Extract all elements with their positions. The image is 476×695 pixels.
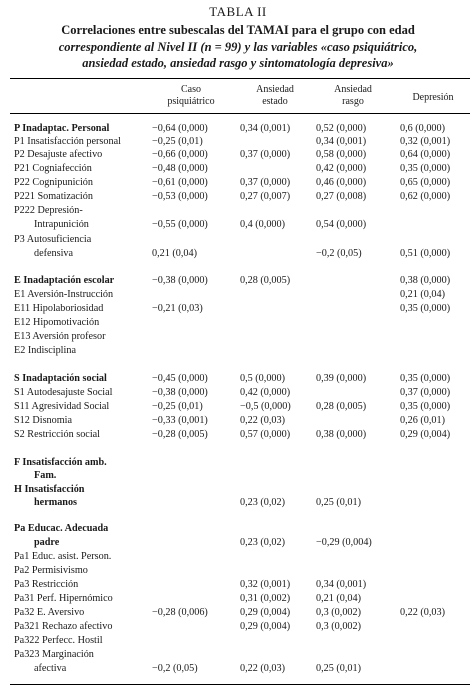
table-row: [0, 149, 476, 161]
row-label: E11 Hipolaboriosidad: [14, 303, 104, 314]
table-row: [0, 484, 476, 496]
table-cell: 0,4 (0,000): [240, 219, 285, 230]
table-cell: 0,37 (0,000): [400, 387, 451, 398]
caption-line-3: ansiedad estado, ansiedad rasgo y sintomatología depresiva»: [82, 56, 394, 70]
table-row: [0, 635, 476, 647]
table-row: [0, 275, 476, 287]
column-header-line: psiquiátrico: [167, 96, 215, 107]
table-cell: 0,29 (0,004): [240, 607, 291, 618]
table-cell: −0,66 (0,000): [152, 149, 208, 160]
table-cell: 0,51 (0,000): [400, 248, 451, 259]
column-header-line: Ansiedad: [256, 84, 294, 95]
row-label: F Insatisfacción amb.: [14, 457, 107, 468]
row-label: P222 Depresión-: [14, 205, 83, 216]
row-label: P Inadaptac. Personal: [14, 123, 110, 134]
row-label: P221 Somatización: [14, 191, 93, 202]
row-label: E12 Hipomotivación: [14, 317, 100, 328]
table-cell: 0,34 (0,001): [316, 136, 367, 147]
table-cell: 0,23 (0,02): [240, 497, 285, 508]
table-row: [0, 401, 476, 413]
column-header-line: Depresión: [412, 92, 454, 103]
table-row: [0, 136, 476, 148]
table-cell: 0,52 (0,000): [316, 123, 367, 134]
row-label: P21 Cogniafección: [14, 163, 92, 174]
table-row: [0, 191, 476, 203]
row-label: Pa3 Restricción: [14, 579, 79, 590]
table-row: [0, 607, 476, 619]
top-rule: [10, 78, 470, 79]
column-header-caso: [150, 84, 232, 108]
table-row: [0, 345, 476, 357]
table-cell: 0,35 (0,000): [400, 163, 451, 174]
row-label: P1 Insatisfacción personal: [14, 136, 121, 147]
table-cell: 0,25 (0,01): [316, 663, 361, 674]
row-label: hermanos: [34, 497, 78, 508]
table-cell: 0,37 (0,000): [240, 149, 291, 160]
row-label: Fam.: [34, 470, 57, 481]
bottom-rule: [10, 684, 470, 685]
table-cell: 0,57 (0,000): [240, 429, 291, 440]
table-cell: −0,21 (0,03): [152, 303, 203, 314]
table-row: [0, 373, 476, 385]
table-cell: −0,61 (0,000): [152, 177, 208, 188]
table-row: [0, 317, 476, 329]
table-row: [0, 248, 476, 260]
table-row: [0, 470, 476, 482]
table-cell: 0,27 (0,008): [316, 191, 367, 202]
table-cell: 0,5 (0,000): [240, 373, 285, 384]
table-cell: 0,25 (0,01): [316, 497, 361, 508]
table-cell: 0,46 (0,000): [316, 177, 367, 188]
table-cell: −0,55 (0,000): [152, 219, 208, 230]
row-label: Pa1 Educ. asist. Person.: [14, 551, 112, 562]
table-row: [0, 123, 476, 135]
table-cell: 0,22 (0,03): [400, 607, 445, 618]
table-cell: −0,28 (0,006): [152, 607, 208, 618]
table-cell: −0,5 (0,000): [240, 401, 291, 412]
table-cell: 0,31 (0,002): [240, 593, 291, 604]
table-cell: 0,21 (0,04): [316, 593, 361, 604]
table-cell: −0,53 (0,000): [152, 191, 208, 202]
row-label: S12 Disnomia: [14, 415, 73, 426]
table-cell: 0,21 (0,04): [152, 248, 197, 259]
row-label: padre: [34, 537, 60, 548]
table-cell: 0,38 (0,000): [316, 429, 367, 440]
table-cell: 0,58 (0,000): [316, 149, 367, 160]
table-cell: 0,22 (0,03): [240, 663, 285, 674]
table-cell: −0,38 (0,000): [152, 387, 208, 398]
row-label: H Insatisfacción: [14, 484, 85, 495]
table-row: [0, 497, 476, 509]
table-cell: 0,37 (0,000): [240, 177, 291, 188]
row-label: Pa Educac. Adecuada: [14, 523, 109, 534]
table-caption: [0, 22, 476, 72]
table-cell: 0,32 (0,001): [240, 579, 291, 590]
table-cell: −0,64 (0,000): [152, 123, 208, 134]
row-label: afectiva: [34, 663, 67, 674]
row-label: P3 Autosuficiencia: [14, 234, 92, 245]
table-row: [0, 663, 476, 675]
table-cell: 0,42 (0,000): [316, 163, 367, 174]
table-cell: 0,26 (0,01): [400, 415, 445, 426]
table-row: [0, 415, 476, 427]
table-cell: −0,25 (0,01): [152, 401, 203, 412]
row-label: S11 Agresividad Social: [14, 401, 110, 412]
table-row: [0, 551, 476, 563]
table-cell: 0,28 (0,005): [316, 401, 367, 412]
table-row: [0, 177, 476, 189]
table-row: [0, 649, 476, 661]
column-header-line: estado: [262, 96, 288, 107]
table-cell: −0,2 (0,05): [316, 248, 362, 259]
row-label: E2 Indisciplina: [14, 345, 76, 356]
table-row: [0, 289, 476, 301]
table-row: [0, 621, 476, 633]
table-cell: −0,45 (0,000): [152, 373, 208, 384]
table-cell: 0,42 (0,000): [240, 387, 291, 398]
table-cell: −0,2 (0,05): [152, 663, 198, 674]
table-cell: −0,28 (0,005): [152, 429, 208, 440]
table-cell: 0,39 (0,000): [316, 373, 367, 384]
table-number: TABLA II: [209, 4, 267, 19]
table-cell: 0,27 (0,007): [240, 191, 291, 202]
table-cell: 0,64 (0,000): [400, 149, 451, 160]
caption-line-1: Correlaciones entre subescalas del TAMAI para el grupo con edad: [61, 23, 415, 37]
table-row: [0, 429, 476, 441]
column-header-ansiedad-estado: [238, 84, 312, 108]
table-cell: 0,22 (0,03): [240, 415, 285, 426]
table-cell: 0,65 (0,000): [400, 177, 451, 188]
table-cell: 0,21 (0,04): [400, 289, 445, 300]
table-row: [0, 565, 476, 577]
table-row: [0, 457, 476, 469]
row-label: defensiva: [34, 248, 74, 259]
column-header-depresion: [396, 92, 470, 104]
table-cell: 0,54 (0,000): [316, 219, 367, 230]
table-cell: −0,38 (0,000): [152, 275, 208, 286]
table-cell: 0,35 (0,000): [400, 401, 451, 412]
row-label: E1 Aversión-Instrucción: [14, 289, 114, 300]
table-cell: 0,28 (0,005): [240, 275, 291, 286]
table-cell: 0,29 (0,004): [240, 621, 291, 632]
table-row: [0, 219, 476, 231]
row-label: S Inadaptación social: [14, 373, 107, 384]
table-cell: −0,29 (0,004): [316, 537, 372, 548]
table-cell: 0,35 (0,000): [400, 303, 451, 314]
row-label: Pa32 E. Aversivo: [14, 607, 85, 618]
table-cell: −0,48 (0,000): [152, 163, 208, 174]
column-header-ansiedad-rasgo: [316, 84, 390, 108]
table-cell: 0,34 (0,001): [316, 579, 367, 590]
row-label: E13 Aversión profesor: [14, 331, 106, 342]
table-cell: 0,35 (0,000): [400, 373, 451, 384]
table-cell: −0,33 (0,001): [152, 415, 208, 426]
header-rule: [10, 113, 470, 114]
table-cell: 0,23 (0,02): [240, 537, 285, 548]
table-row: [0, 523, 476, 535]
table-row: [0, 537, 476, 549]
table-cell: 0,38 (0,000): [400, 275, 451, 286]
column-header-line: Ansiedad: [334, 84, 372, 95]
row-label: Pa321 Rechazo afectivo: [14, 621, 113, 632]
column-header-line: Caso: [181, 84, 201, 95]
table-cell: 0,6 (0,000): [400, 123, 445, 134]
table-cell: −0,25 (0,01): [152, 136, 203, 147]
table-row: [0, 303, 476, 315]
table-cell: 0,32 (0,001): [400, 136, 451, 147]
caption-line-2: correspondiente al Nivel II (n = 99) y las variables «caso psiquiátrico,: [58, 39, 418, 54]
row-label: P2 Desajuste afectivo: [14, 149, 103, 160]
table-cell: 0,29 (0,004): [400, 429, 451, 440]
row-label: E Inadaptación escolar: [14, 275, 115, 286]
row-label: P22 Cognipunición: [14, 177, 93, 188]
row-label: Pa323 Marginación: [14, 649, 94, 660]
table-row: [0, 205, 476, 217]
table-row: [0, 163, 476, 175]
row-label: Intrapunición: [34, 219, 89, 230]
row-label: Pa322 Perfecc. Hostil: [14, 635, 103, 646]
table-row: [0, 593, 476, 605]
table-row: [0, 331, 476, 343]
row-label: S1 Autodesajuste Social: [14, 387, 113, 398]
table-row: [0, 234, 476, 246]
table-cell: 0,3 (0,002): [316, 621, 361, 632]
column-header-line: rasgo: [342, 96, 364, 107]
table-cell: 0,62 (0,000): [400, 191, 451, 202]
table-row: [0, 387, 476, 399]
row-label: S2 Restricción social: [14, 429, 101, 440]
table-cell: 0,34 (0,001): [240, 123, 291, 134]
table-row: [0, 579, 476, 591]
table-cell: 0,3 (0,002): [316, 607, 361, 618]
row-label: Pa2 Permisivismo: [14, 565, 88, 576]
row-label: Pa31 Perf. Hipernómico: [14, 593, 113, 604]
